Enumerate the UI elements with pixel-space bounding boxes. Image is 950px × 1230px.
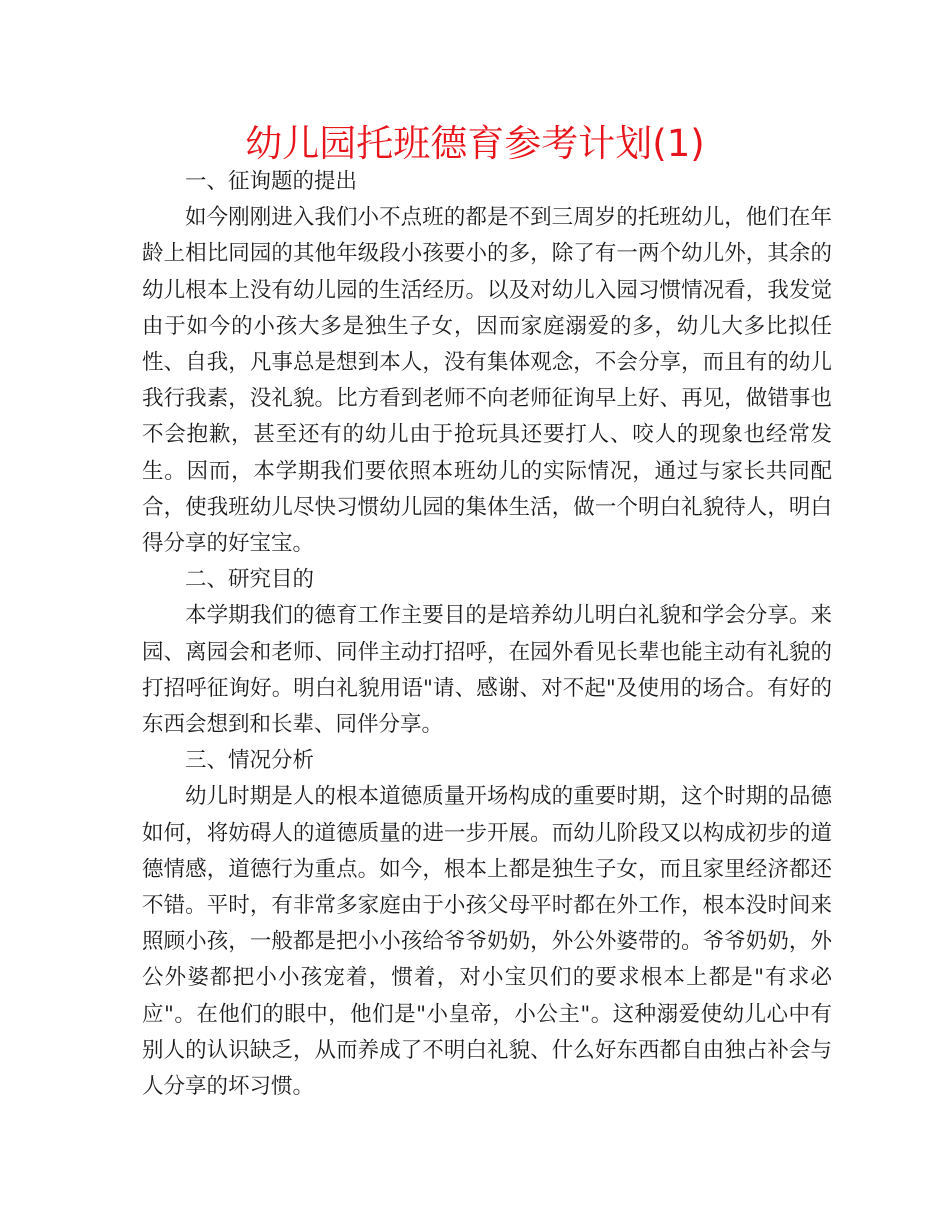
paragraph: 如今刚刚进入我们小不点班的都是不到三周岁的托班幼儿，他们在年龄上相比同园的其他年级段小孩要小的多，除了有一两个幼儿外，其余的幼儿根本上没有幼儿园的生活经历。以及对幼儿入园习惯情况看，我发觉由于如今的小孩大多是独生子女，因而家庭溺爱的多，幼儿大多比拟任性、自我，凡事总是想到本人，没有集体观念，不会分享，而且有的幼儿我行我素，没礼貌。比方看到老师不向老师征询早上好、再见，做错事也不会抱歉，甚至还有的幼儿由于抢玩具还要打人、咬人的现象也经常发生。因而，本学期我们要依照本班幼儿的实际情况，通过与家长共同配合，使我班幼儿尽快习惯幼儿园的集体生活，做一个明白礼貌待人，明白得分享的好宝宝。 xyxy=(142,205,832,557)
section-heading: 二、研究目的 xyxy=(185,567,315,593)
document-body xyxy=(142,164,832,1105)
paragraph: 幼儿时期是人的根本道德质量开场构成的重要时期，这个时期的品德如何，将妨碍人的道德质量的进一步开展。而幼儿阶段又以构成初步的道德情感，道德行为重点。如今，根本上都是独生子女，而且家里经济都还不错。平时，有非常多家庭由于小孩父母平时都在外工作，根本没时间来照顾小孩，一般都是把小小孩给爷爷奶奶，外公外婆带的。爷爷奶奶，外公外婆都把小小孩宠着，惯着，对小宝贝们的要求根本上都是"有求必应"。在他们的眼中，他们是"小皇帝，小公主"。这种溺爱使幼儿心中有别人的认识缺乏，从而养成了不明白礼貌、什么好东西都自由独占补会与人分享的坏习惯。 xyxy=(142,784,832,1100)
paragraph: 本学期我们的德育工作主要目的是培养幼儿明白礼貌和学会分享。来园、离园会和老师、同伴主动打招呼，在园外看见长辈也能主动有礼貌的打招呼征询好。明白礼貌用语"请、感谢、对不起"及使用的场合。有好的东西会想到和长辈、同伴分享。 xyxy=(142,603,832,738)
section-heading: 三、情况分析 xyxy=(185,748,315,774)
section-heading: 一、征询题的提出 xyxy=(185,169,358,194)
document-title: 幼儿园托班德育参考计划(1) xyxy=(245,122,705,165)
